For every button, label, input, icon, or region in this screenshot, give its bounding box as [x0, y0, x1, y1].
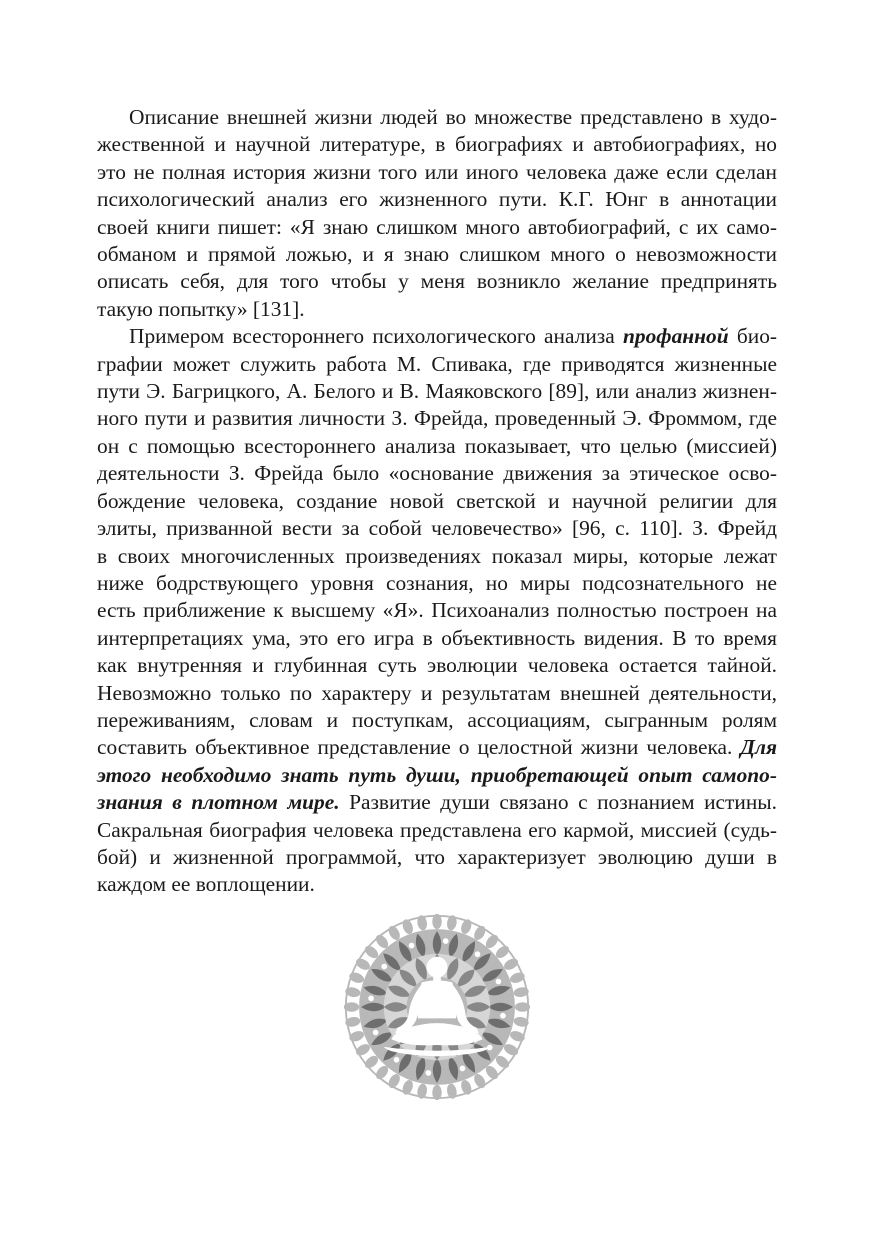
text-run: Примером всестороннего психологического анализа: [129, 324, 623, 349]
text-run: био-: [728, 324, 778, 349]
mandala-petal: [515, 1002, 530, 1012]
text-line: есть приближение к высшему «Я». Психоанализ полностью построен на: [97, 598, 777, 623]
text-line: деятельности З. Фрейда было «основание движения за этическое осво-: [97, 461, 777, 486]
text-line: это не полная история жизни того или иного человека даже если сделан: [97, 159, 777, 184]
mandala-petal: [509, 971, 527, 985]
text-line: графии может служить работа М. Спивака, где приводятся жизненные: [97, 351, 777, 376]
text-line: бой) и жизненной программой, что характеризует эволюцию души в: [97, 844, 777, 869]
emphasis-run: Для: [740, 735, 777, 760]
text-line: описать себя, для того чтобы у меня возникло желание предпринять: [97, 269, 777, 294]
document-page: [97, 104, 777, 899]
text-line: элиты, призванной вести за собой человечество» [96, с. 110]. З. Фрейд: [97, 516, 777, 541]
text-line: Описание внешней жизни людей во множестве представлено в худо-: [129, 105, 777, 129]
text-line: интерпретациях ума, это его игра в объективность видения. В то время: [97, 625, 777, 650]
text-line: ниже бодрствующего уровня сознания, но миры подсознательного не: [97, 570, 777, 595]
mandala-petal: [459, 1079, 473, 1097]
text-line: обманом и прямой ложью, и я знаю слишком много о невозможности: [97, 242, 777, 267]
text-line: в своих многочисленных произведениях показал миры, которые лежат: [97, 543, 777, 568]
text-line: такую попытку» [131].: [97, 296, 305, 321]
text-line: жественной и научной литературе, в биографиях и автобиографиях, но: [97, 132, 777, 157]
text-line: пути Э. Багрицкого, А. Белого и В. Маяковского [89], или анализ жизнен-: [97, 379, 777, 404]
emphasis-run: знания в плотном мире.: [97, 790, 340, 815]
emphasis-profane: профанной: [622, 324, 729, 349]
mandala-petal: [344, 1002, 359, 1012]
meditation-mandala-icon: [342, 912, 532, 1102]
mandala-petal: [432, 914, 442, 929]
text-line: психологический анализ его жизненного пути. К.Г. Юнг в аннотации: [97, 187, 777, 212]
mandala-petal: [348, 1029, 366, 1043]
text-line: как внутренняя и глубинная суть эволюции человека остается тайной.: [97, 653, 777, 678]
text-line: переживаниям, словам и поступкам, ассоциациям, сыгранным ролям: [97, 707, 777, 732]
mandala-petal: [401, 918, 415, 936]
text-line: [97, 734, 777, 761]
text-line: Невозможно только по характеру и результатам внешней деятельности,: [97, 680, 777, 705]
text-run: составить объективное представление о целостной жизни человека.: [97, 735, 741, 760]
text-line: [97, 323, 777, 350]
mandala-petal: [432, 1085, 442, 1100]
text-line: Сакральная биография человека представлена его кармой, миссией (судь-: [97, 817, 777, 842]
text-line: бождение человека, создание новой светской и научной религии для: [97, 488, 777, 513]
mandala-petal: [509, 1029, 527, 1043]
text-line: ного пути и развития личности З. Фрейда, проведенный Э. Фроммом, где: [97, 406, 777, 431]
text-line: он с помощью всестороннего анализа показывает, что целью (миссией): [97, 433, 777, 458]
mandala-petal: [348, 971, 366, 985]
text-line: [97, 789, 777, 816]
text-line: своей книги пишет: «Я знаю слишком много автобиографий, с их само-: [97, 214, 777, 239]
text-line: каждом ее воплощении.: [97, 872, 315, 897]
text-run: Развитие души связано с познанием истины.: [339, 790, 778, 815]
paragraph-1: [97, 104, 777, 323]
mandala-petal: [401, 1079, 415, 1097]
text-line: этого необходимо знать путь души, приобретающей опыт самопо-: [97, 762, 777, 787]
mandala-petal: [459, 918, 473, 936]
paragraph-2: [97, 323, 777, 899]
